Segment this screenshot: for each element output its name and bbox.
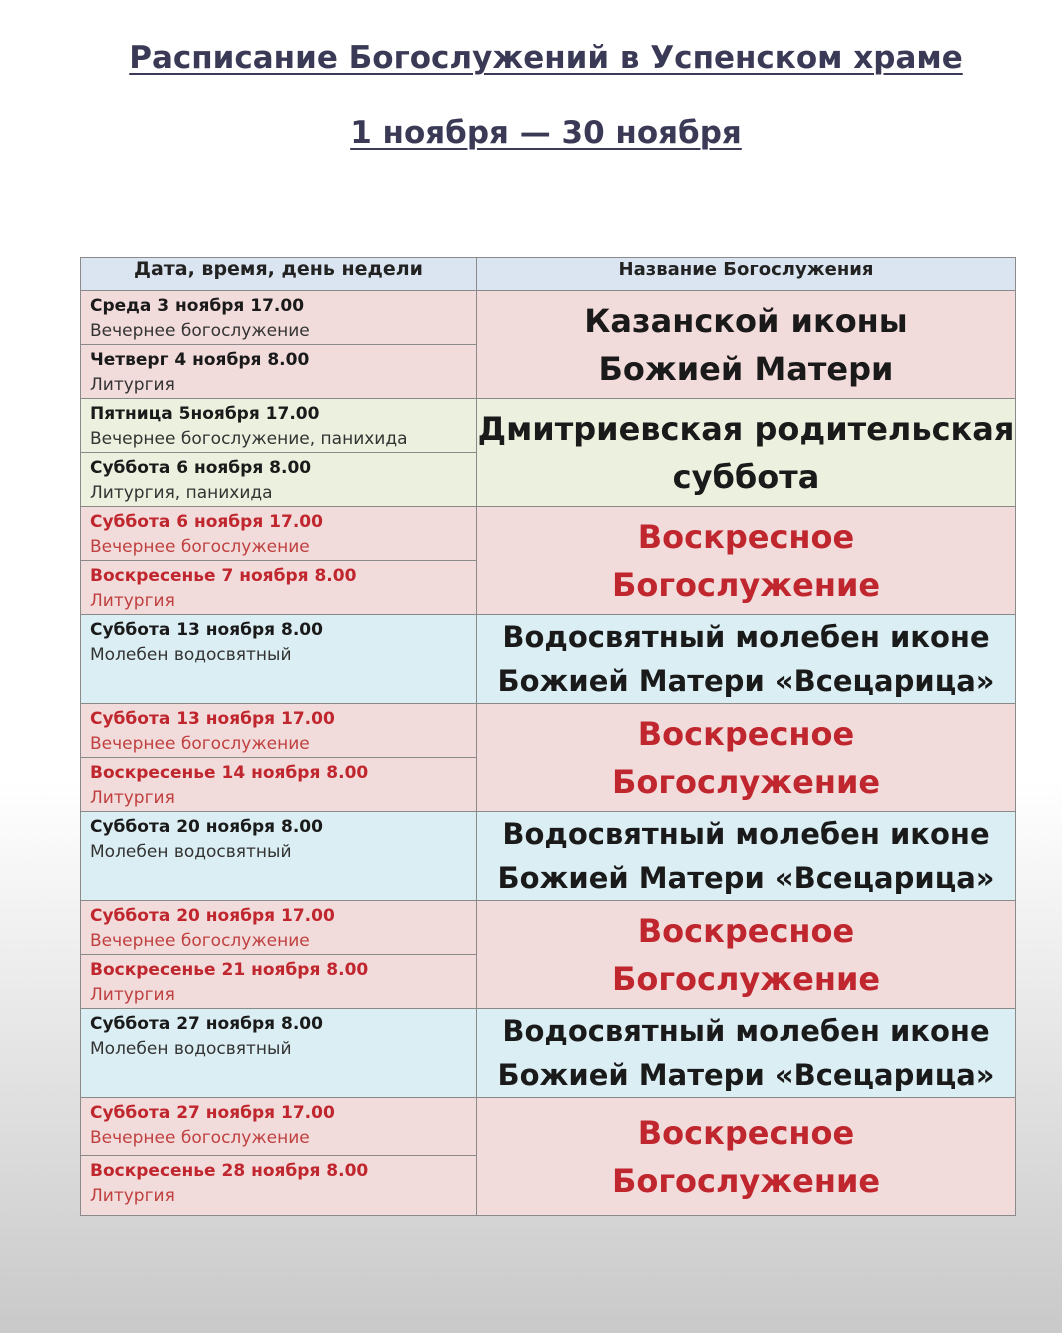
entry-date: Пятница 5ноября 17.00 [90,404,320,424]
table-row [81,1009,1016,1098]
service-name-cell [477,704,1016,812]
service-name-line: Божией Матери «Всецарица» [497,664,995,698]
schedule-entry [81,561,477,615]
entry-service: Молебен водосвятный [90,842,292,862]
service-name-line: суббота [672,457,820,496]
schedule-entry [81,345,477,399]
table-row [81,704,1016,758]
service-name-cell [477,1009,1016,1098]
schedule-entry [81,453,477,507]
schedule-entry [81,399,477,453]
service-name-line: Воскресное [637,911,855,950]
entry-date: Суббота 27 ноября 8.00 [90,1014,323,1034]
schedule-entry [81,507,477,561]
page-title: Расписание Богослужений в Успенском храме [129,40,963,76]
entry-service: Литургия [90,591,175,611]
service-name-line: Божией Матери «Всецарица» [497,861,995,895]
date-range: 1 ноября — 30 ноября [350,115,742,151]
entry-service: Молебен водосвятный [90,645,292,665]
entry-date: Воскресенье 7 ноября 8.00 [90,566,357,586]
entry-date: Суббота 13 ноября 8.00 [90,620,323,640]
entry-service: Литургия [90,788,175,808]
entry-date: Среда 3 ноября 17.00 [90,296,305,316]
service-name-cell [477,615,1016,704]
entry-date: Воскресенье 14 ноября 8.00 [90,763,369,783]
entry-service: Молебен водосвятный [90,1039,292,1059]
schedule-entry [81,758,477,812]
header-date-column: Дата, время, день недели [81,258,477,291]
service-name-line: Богослужение [611,1161,881,1200]
entry-date: Суббота 6 ноября 17.00 [90,512,323,532]
service-name-line: Воскресное [637,714,855,753]
service-name-line: Водосвятный молебен иконе [502,620,990,654]
entry-date: Суббота 20 ноября 8.00 [90,817,323,837]
service-name-line: Дмитриевская родительская [477,409,1015,448]
entry-date: Воскресенье 28 ноября 8.00 [90,1161,369,1181]
schedule-table [80,257,1016,1216]
entry-service: Вечернее богослужение [90,537,310,557]
entry-date: Суббота 13 ноября 17.00 [90,709,335,729]
schedule-entry [81,704,477,758]
table-row [81,399,1016,453]
entry-date: Суббота 27 ноября 17.00 [90,1103,335,1123]
entry-service: Литургия, панихида [90,483,273,503]
entry-service: Вечернее богослужение [90,321,310,341]
service-name-line: Воскресное [637,517,855,556]
service-name-cell [477,812,1016,901]
service-name-line: Водосвятный молебен иконе [502,1014,990,1048]
schedule-entry [81,1098,477,1156]
entry-date: Суббота 20 ноября 17.00 [90,906,335,926]
service-name-cell [477,1098,1016,1216]
service-name-cell [477,291,1016,399]
schedule-entry [81,1156,477,1216]
schedule-entry [81,955,477,1009]
schedule-entry [81,812,477,901]
entry-date: Суббота 6 ноября 8.00 [90,458,312,478]
service-name-line: Божией Матери «Всецарица» [497,1058,995,1092]
service-name-line: Водосвятный молебен иконе [502,817,990,851]
service-name-line: Божией Матери [598,349,894,388]
entry-date: Четверг 4 ноября 8.00 [90,350,310,370]
table-row [81,1098,1016,1156]
entry-service: Литургия [90,985,175,1005]
service-name-line: Богослужение [611,565,881,604]
header-service-column: Название Богослужения [477,258,1016,291]
entry-service: Вечернее богослужение [90,931,310,951]
entry-service: Вечернее богослужение [90,734,310,754]
service-name-cell [477,901,1016,1009]
service-name-line: Казанской иконы [584,301,908,340]
table-row [81,812,1016,901]
service-name-cell [477,399,1016,507]
entry-service: Литургия [90,1186,175,1206]
entry-service: Вечернее богослужение [90,1128,310,1148]
entry-service: Литургия [90,375,175,395]
table-row [81,901,1016,955]
schedule-entry [81,1009,477,1098]
table-header-row [81,258,1016,291]
service-name-cell [477,507,1016,615]
table-row [81,615,1016,704]
schedule-entry [81,291,477,345]
entry-date: Воскресенье 21 ноября 8.00 [90,960,369,980]
schedule-entry [81,901,477,955]
schedule-entry [81,615,477,704]
entry-service: Вечернее богослужение, панихида [90,429,408,449]
table-row [81,507,1016,561]
service-name-line: Воскресное [637,1113,855,1152]
service-name-line: Богослужение [611,762,881,801]
service-name-line: Богослужение [611,959,881,998]
table-row [81,291,1016,345]
